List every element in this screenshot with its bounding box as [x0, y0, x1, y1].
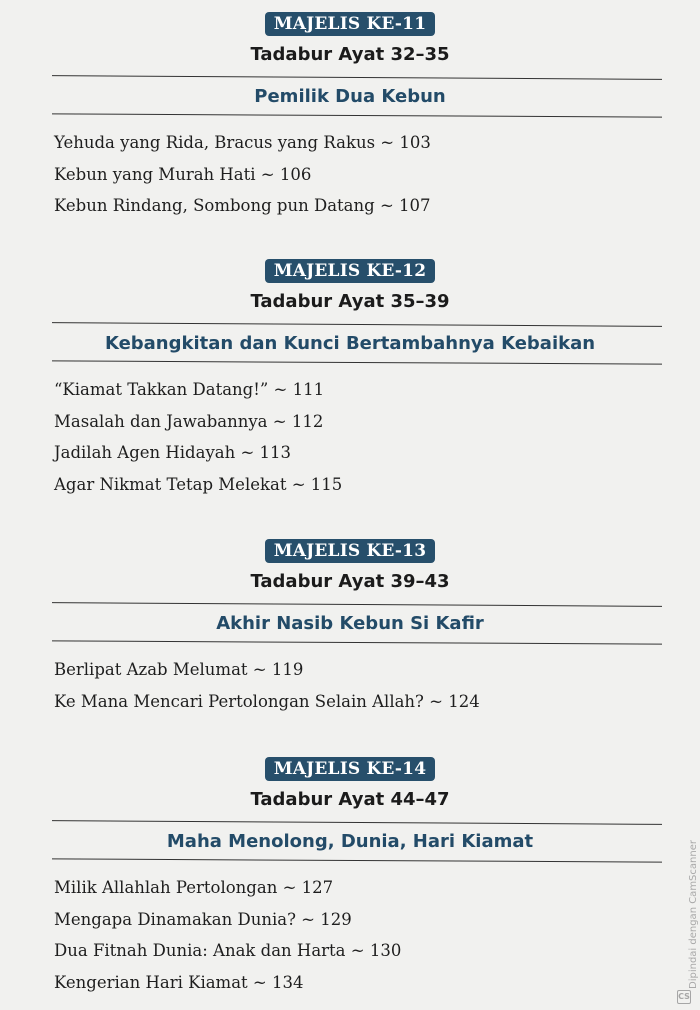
theme-banner — [0, 818, 700, 864]
majelis-badge: MAJELIS KE-11 — [265, 12, 435, 36]
ayat-heading: Tadabur Ayat 39–43 — [250, 571, 450, 592]
contents-entry[interactable]: Agar Nikmat Tetap Melekat ~ 115 — [54, 474, 343, 494]
ayat-heading: Tadabur Ayat 32–35 — [250, 44, 450, 65]
camscanner-logo-icon: CS — [677, 990, 691, 1004]
majelis-section-14 — [0, 757, 700, 998]
majelis-badge: MAJELIS KE-13 — [265, 539, 435, 563]
contents-entry[interactable]: Yehuda yang Rida, Bracus yang Rakus ~ 103 — [54, 133, 431, 152]
contents-entry[interactable]: Milik Allahlah Pertolongan ~ 127 — [54, 878, 334, 897]
contents-list — [0, 374, 700, 500]
theme-title: Pemilik Dua Kebun — [254, 86, 446, 107]
divider-line — [52, 322, 662, 327]
contents-entry[interactable]: Kengerian Hari Kiamat ~ 134 — [54, 972, 304, 992]
theme-banner — [0, 600, 700, 646]
contents-entry[interactable]: Berlipat Azab Melumat ~ 119 — [54, 660, 304, 679]
contents-entry[interactable]: Kebun Rindang, Sombong pun Datang ~ 107 — [54, 196, 431, 215]
majelis-badge: MAJELIS KE-12 — [265, 259, 435, 283]
theme-banner — [0, 73, 700, 119]
theme-title: Akhir Nasib Kebun Si Kafir — [216, 613, 484, 634]
ayat-heading: Tadabur Ayat 35–39 — [250, 291, 450, 312]
contents-entry[interactable]: Dua Fitnah Dunia: Anak dan Harta ~ 130 — [54, 941, 402, 960]
majelis-section-12 — [0, 259, 700, 500]
theme-title: Kebangkitan dan Kunci Bertambahnya Kebaikan — [104, 333, 596, 354]
ayat-heading: Tadabur Ayat 44–47 — [250, 789, 450, 810]
watermark-text: Dipindai dengan CamScanner — [688, 840, 699, 989]
contents-list — [0, 654, 700, 717]
scanner-watermark — [676, 829, 699, 1004]
divider-line — [52, 75, 662, 80]
divider-line — [52, 640, 662, 644]
contents-entry[interactable]: Ke Mana Mencari Pertolongan Selain Allah? ~ 124 — [54, 691, 480, 711]
majelis-badge: MAJELIS KE-14 — [265, 757, 435, 781]
theme-title: Maha Menolong, Dunia, Hari Kiamat — [166, 831, 534, 852]
divider-line — [52, 820, 662, 825]
contents-entry[interactable]: Mengapa Dinamakan Dunia? ~ 129 — [54, 909, 352, 929]
divider-line — [52, 360, 662, 364]
contents-entry[interactable]: Masalah dan Jawabannya ~ 112 — [54, 411, 324, 431]
contents-entry[interactable]: “Kiamat Takkan Datang!” ~ 111 — [54, 380, 325, 399]
majelis-section-13 — [0, 539, 700, 717]
theme-banner — [0, 320, 700, 366]
divider-line — [52, 602, 662, 607]
contents-entry[interactable]: Kebun yang Murah Hati ~ 106 — [54, 164, 312, 184]
divider-line — [52, 858, 662, 862]
contents-list — [0, 872, 700, 998]
divider-line — [52, 113, 662, 117]
contents-list — [0, 127, 700, 222]
majelis-section-11 — [0, 12, 700, 222]
contents-entry[interactable]: Jadilah Agen Hidayah ~ 113 — [54, 443, 292, 462]
